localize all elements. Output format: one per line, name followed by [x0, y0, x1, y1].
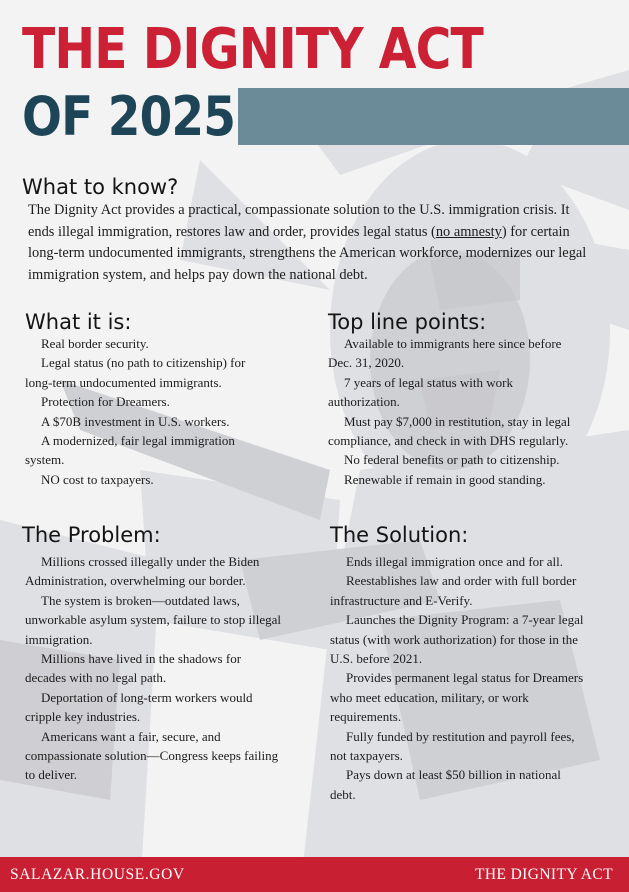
- intro-paragraph: [28, 200, 588, 287]
- list-item: A $70B investment in U.S. workers.: [41, 413, 230, 429]
- website-link[interactable]: SALAZAR.HOUSE.GOV: [10, 866, 185, 883]
- intro-text-underlined: no amnesty: [435, 223, 502, 240]
- footer-bar: [0, 857, 629, 892]
- list-item: Reestablishes law and order with full border infrastructure and E-Verify.: [330, 573, 577, 608]
- list-item: Ends illegal immigration once and for all.: [346, 554, 563, 569]
- title-line-1: THE DIGNITY ACT: [22, 17, 483, 82]
- list-item: Americans want a fair, secure, and compassionate solution—Congress keeps failing to deliver.: [25, 728, 279, 783]
- list-item: NO cost to taxpayers.: [41, 471, 154, 487]
- list-item: Provides permanent legal status for Dreamers who meet education, military, or work requirements.: [330, 670, 584, 725]
- top-line-points-list: [328, 334, 578, 489]
- footer-tagline: THE DIGNITY ACT: [474, 866, 613, 883]
- list-item: Must pay $7,000 in restitution, stay in legal compliance, and check in with DHS regularly.: [328, 413, 571, 449]
- title-line-2: OF 2025: [22, 85, 236, 148]
- list-item: Real border security.: [41, 336, 149, 351]
- intro-heading: What to know?: [22, 175, 179, 199]
- what-it-is-list: [25, 334, 275, 489]
- list-item: No federal benefits or path to citizenship.: [344, 452, 560, 468]
- the-solution-list: [330, 552, 588, 804]
- list-item: Launches the Dignity Program: a 7-year legal status (with work authorization) for those in the U.S. before 2021.: [330, 612, 584, 667]
- intro-text-after: ) for certain long-term undocumented immigrants, strengthens the American workforce, modernizes our legal immigration system, and helps pay down the national debt.: [28, 223, 587, 284]
- the-problem-list: [25, 552, 281, 785]
- list-item: Protection for Dreamers.: [41, 394, 170, 410]
- list-item: Pays down at least $50 billion in national debt.: [330, 767, 561, 802]
- list-item: Millions crossed illegally under the Biden Administration, overwhelming our border.: [25, 554, 260, 589]
- list-item: Legal status (no path to citizenship) for long-term undocumented immigrants.: [25, 355, 246, 390]
- list-item: Fully funded by restitution and payroll fees, not taxpayers.: [330, 728, 575, 764]
- list-item: Millions have lived in the shadows for decades with no legal path.: [25, 651, 242, 686]
- the-solution-heading: The Solution:: [330, 523, 469, 547]
- what-it-is-heading: What it is:: [25, 310, 132, 334]
- list-item: Available to immigrants here since before Dec. 31, 2020.: [328, 336, 562, 371]
- list-item: A modernized, fair legal immigration system.: [25, 433, 235, 468]
- list-item: Deportation of long-term workers would cripple key industries.: [25, 689, 253, 725]
- top-line-points-heading: Top line points:: [328, 310, 487, 334]
- intro-text-before: The Dignity Act provides a practical, compassionate solution to the U.S. immigration crisis. It ends illegal immigration, restores law and order, provides legal status (: [28, 202, 570, 240]
- list-item: Renewable if remain in good standing.: [344, 471, 546, 487]
- the-problem-heading: The Problem:: [22, 523, 161, 547]
- list-item: The system is broken—outdated laws, unworkable asylum system, failure to stop illegal immigration.: [25, 592, 281, 647]
- title-accent-bar: [238, 88, 629, 145]
- list-item: 7 years of legal status with work authorization.: [328, 374, 513, 410]
